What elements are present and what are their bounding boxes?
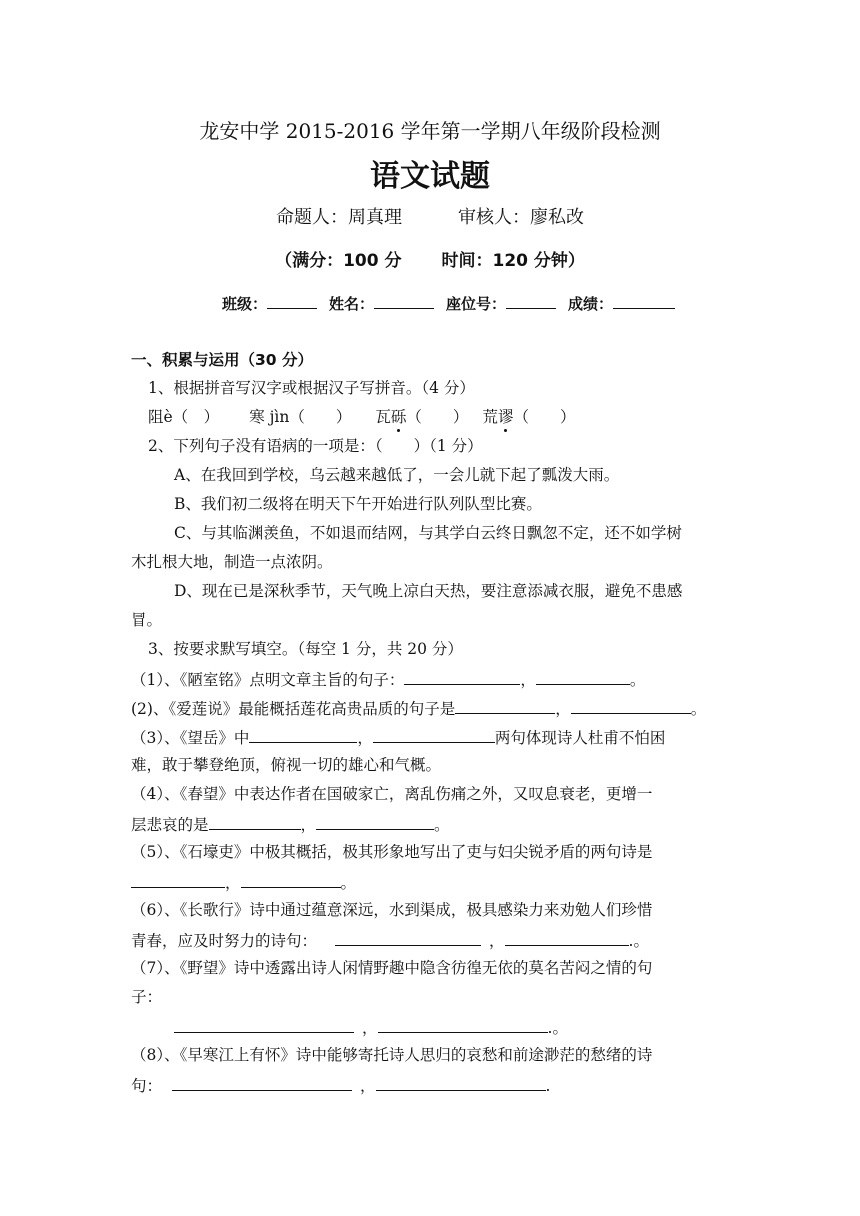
answer-blank[interactable] xyxy=(404,668,520,685)
q3-part-8-cont: 句： ， . xyxy=(131,1074,550,1096)
answer-blank[interactable] xyxy=(241,871,341,888)
answer-blank[interactable] xyxy=(455,697,555,714)
seat-field[interactable] xyxy=(506,293,556,309)
answer-blank[interactable] xyxy=(172,1074,352,1091)
authors-line xyxy=(0,206,860,230)
q2-stem: 2、下列句子没有语病的一项是：（ ）（1 分） xyxy=(148,437,483,455)
full-score: （满分：100 分 xyxy=(275,251,402,271)
name-field[interactable] xyxy=(374,293,434,309)
answer-blank[interactable] xyxy=(209,813,301,830)
answer-blank[interactable] xyxy=(174,1016,354,1033)
q3-part-6: （6）、《长歌行》诗中通过蕴意深远，水到渠成，极具感染力来劝勉人们珍惜 xyxy=(131,901,653,919)
q3-part-5: （5）、《石壕吏》中极其概括，极其形象地写出了吏与妇尖锐矛盾的两句诗是 xyxy=(131,843,653,861)
answer-blank[interactable] xyxy=(378,1016,548,1033)
class-label: 班级： xyxy=(222,295,268,313)
q3-part-4-cont: 层悲哀的是 ， 。 xyxy=(131,813,450,835)
answer-blank[interactable] xyxy=(571,697,691,714)
q2-option-c-line1: C、与其临渊羡鱼，不如退而结网，与其学白云终日飘忽不定，还不如学树 xyxy=(174,524,682,542)
q2-option-a: A、在我回到学校，乌云越来越低了，一会儿就下起了瓢泼大雨。 xyxy=(174,466,620,484)
q3-part-3: （3）、《望岳》中 ， 两句体现诗人杜甫不怕困 xyxy=(131,726,665,748)
q3-part-4: （4）、《春望》中表达作者在国破家亡，离乱伤痛之外，又叹息衰老，更增一 xyxy=(131,785,653,803)
q3-stem: 3、按要求默写填空。（每空 1 分，共 20 分） xyxy=(148,640,463,658)
exam-title: 语文试题 xyxy=(370,159,490,194)
answer-blank[interactable] xyxy=(335,929,481,946)
q3-part-7-answer: ， .。 xyxy=(174,1016,568,1038)
answer-blank[interactable] xyxy=(316,813,434,830)
q3-part-3-cont: 难，敢于攀登绝顶，俯视一切的雄心和气概。 xyxy=(131,756,442,774)
name-label: 姓名： xyxy=(329,295,375,313)
answer-blank[interactable] xyxy=(131,871,225,888)
answer-blank[interactable] xyxy=(373,726,495,743)
q1-item-1: 阻è（ ） xyxy=(148,408,220,426)
answer-blank[interactable] xyxy=(249,726,357,743)
q3-part-7-prefix: 子： xyxy=(131,988,163,1006)
q1-stem: 1、根据拼音写汉字或根据汉子写拼音。（4 分） xyxy=(148,379,475,397)
q3-part-2: (2)、《爱莲说》最能概括莲花高贵品质的句子是 ， 。 xyxy=(131,697,706,719)
q1-item-3: 瓦砾（ ） xyxy=(375,408,469,426)
section-heading: 一、积累与运用（30 分） xyxy=(131,351,313,369)
answer-blank[interactable] xyxy=(536,668,630,685)
seat-label: 座位号： xyxy=(446,295,507,313)
q2-option-d-line1: D、现在已是深秋季节，天气晚上凉白天热，要注意添减衣服，避免不患感 xyxy=(174,582,683,600)
score-label: 成绩： xyxy=(568,295,614,313)
class-field[interactable] xyxy=(267,293,317,309)
setter: 命题人：周真理 xyxy=(276,207,402,228)
reviewer: 审核人：廖私改 xyxy=(458,207,584,228)
score-field[interactable] xyxy=(613,293,675,309)
q3-part-7: （7）、《野望》诗中透露出诗人闲情野趣中隐含彷徨无依的莫名苦闷之情的句 xyxy=(131,959,653,977)
q1-item-4: 荒谬（ ） xyxy=(482,408,576,426)
score-time-line xyxy=(0,249,860,273)
answer-blank[interactable] xyxy=(505,929,629,946)
student-info-line xyxy=(222,293,675,314)
q2-option-c-line2: 木扎根大地，制造一点浓阴。 xyxy=(131,553,333,571)
q1-item-2: 寒 jìn（ ） xyxy=(249,408,352,426)
q3-part-1: （1）、《陋室铭》点明文章主旨的句子： ， 。 xyxy=(131,668,645,690)
q3-part-5-cont: ， 。 xyxy=(131,871,356,893)
q2-option-b: B、我们初二级将在明天下午开始进行队列队型比赛。 xyxy=(174,495,542,513)
q3-part-6-cont: 青春，应及时努力的诗句： ， .。 xyxy=(131,929,649,951)
school-line: 龙安中学 2015-2016 学年第一学期八年级阶段检测 xyxy=(199,119,661,143)
time-limit: 时间：120 分钟） xyxy=(441,251,585,271)
q2-option-d-line2: 冒。 xyxy=(131,611,163,629)
answer-blank[interactable] xyxy=(376,1074,546,1091)
q3-part-8: （8）、《早寒江上有怀》诗中能够寄托诗人思归的哀愁和前途渺茫的愁绪的诗 xyxy=(131,1046,653,1064)
q1-items xyxy=(148,407,575,427)
